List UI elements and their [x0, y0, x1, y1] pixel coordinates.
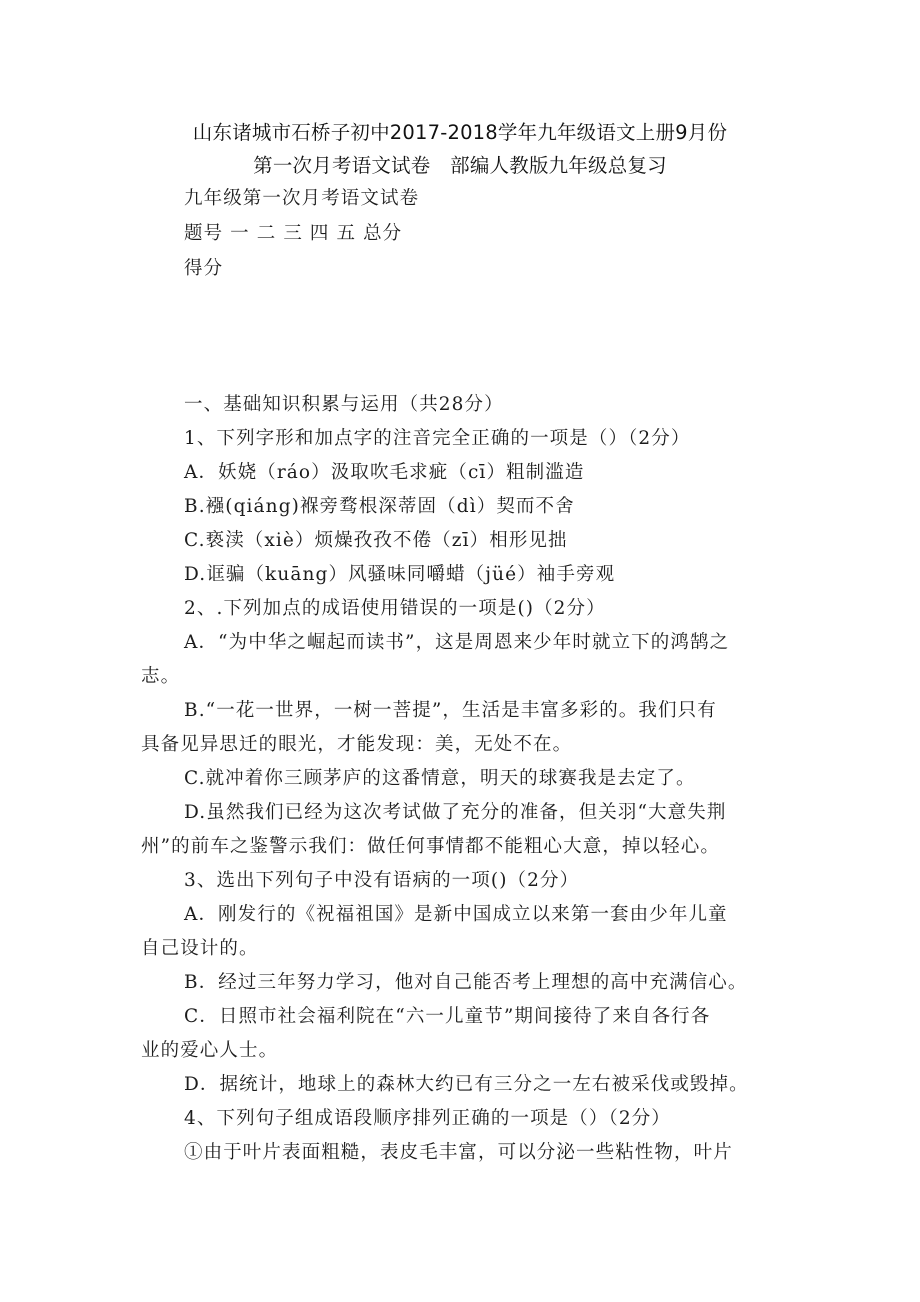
- question-3-option-b: B．经过三年努力学习，他对自己能否考上理想的高中充满信心。: [184, 972, 748, 993]
- section-heading: 一、基础知识积累与运用（共28分）: [184, 394, 504, 415]
- question-2-option-b-line-1: B.“一花一世界，一树一菩提”，生活是丰富多彩的。我们只有: [184, 700, 717, 721]
- question-3-stem: 3、选出下列句子中没有语病的一项()（2分）: [184, 870, 580, 891]
- question-4-stem: 4、下列句子组成语段顺序排列正确的一项是（）（2分）: [184, 1108, 671, 1129]
- question-2-option-c: C.就冲着你三顾茅庐的这番情意，明天的球赛我是去定了。: [184, 768, 696, 789]
- document-title-line-1: 山东诸城市石桥子初中2017-2018学年九年级语文上册9月份: [192, 121, 728, 144]
- question-2-stem: 2、.下列加点的成语使用错误的一项是()（2分）: [184, 598, 606, 619]
- score-table-row: 得分: [184, 258, 224, 279]
- question-1-option-c: C.亵渎（xiè）烦燥孜孜不倦（zī）相形见拙: [184, 530, 568, 551]
- question-3-option-a-line-2: 自己设计的。: [141, 938, 259, 959]
- question-3-option-a-line-1: A．刚发行的《祝福祖国》是新中国成立以来第一套由少年儿童: [184, 904, 728, 925]
- exam-name: 九年级第一次月考语文试卷: [184, 188, 420, 209]
- question-1-option-b: B.襁(qiáng)褓旁骛根深蒂固（dì）契而不舍: [184, 496, 575, 517]
- question-2-option-b-line-2: 具备见异思迁的眼光，才能发现：美，无处不在。: [141, 734, 573, 755]
- question-3-option-d: D．据统计，地球上的森林大约已有三分之一左右被采伐或毁掉。: [184, 1074, 749, 1095]
- question-4-sentence-1: ①由于叶片表面粗糙，表皮毛丰富，可以分泌一些粘性物，叶片: [184, 1142, 733, 1163]
- score-table-header: 题号 一 二 三 四 五 总分: [184, 223, 403, 244]
- question-3-option-c-line-2: 业的爱心人士。: [141, 1040, 279, 1061]
- question-2-option-a-line-1: A．“为中华之崛起而读书”，这是周恩来少年时就立下的鸿鹄之: [184, 632, 730, 653]
- question-1-option-a: A．妖娆（ráo）汲取吹毛求疵（cī）粗制滥造: [184, 462, 585, 483]
- question-1-stem: 1、下列字形和加点字的注音完全正确的一项是（）（2分）: [184, 428, 691, 449]
- document-title-line-2: 第一次月考语文试卷 部编人教版九年级总复习: [253, 154, 667, 177]
- question-2-option-a-line-2: 志。: [141, 666, 181, 687]
- question-2-option-d-line-1: D.虽然我们已经为这次考试做了充分的准备，但关羽“大意失荆: [184, 802, 727, 823]
- question-1-option-d: D.诓骗（kuāng）风骚味同嚼蜡（jüé）袖手旁观: [184, 564, 616, 585]
- question-2-option-d-line-2: 州”的前车之鉴警示我们：做任何事情都不能粗心大意，掉以轻心。: [141, 836, 720, 857]
- question-3-option-c-line-1: C．日照市社会福利院在“六一儿童节”期间接待了来自各行各: [184, 1006, 711, 1027]
